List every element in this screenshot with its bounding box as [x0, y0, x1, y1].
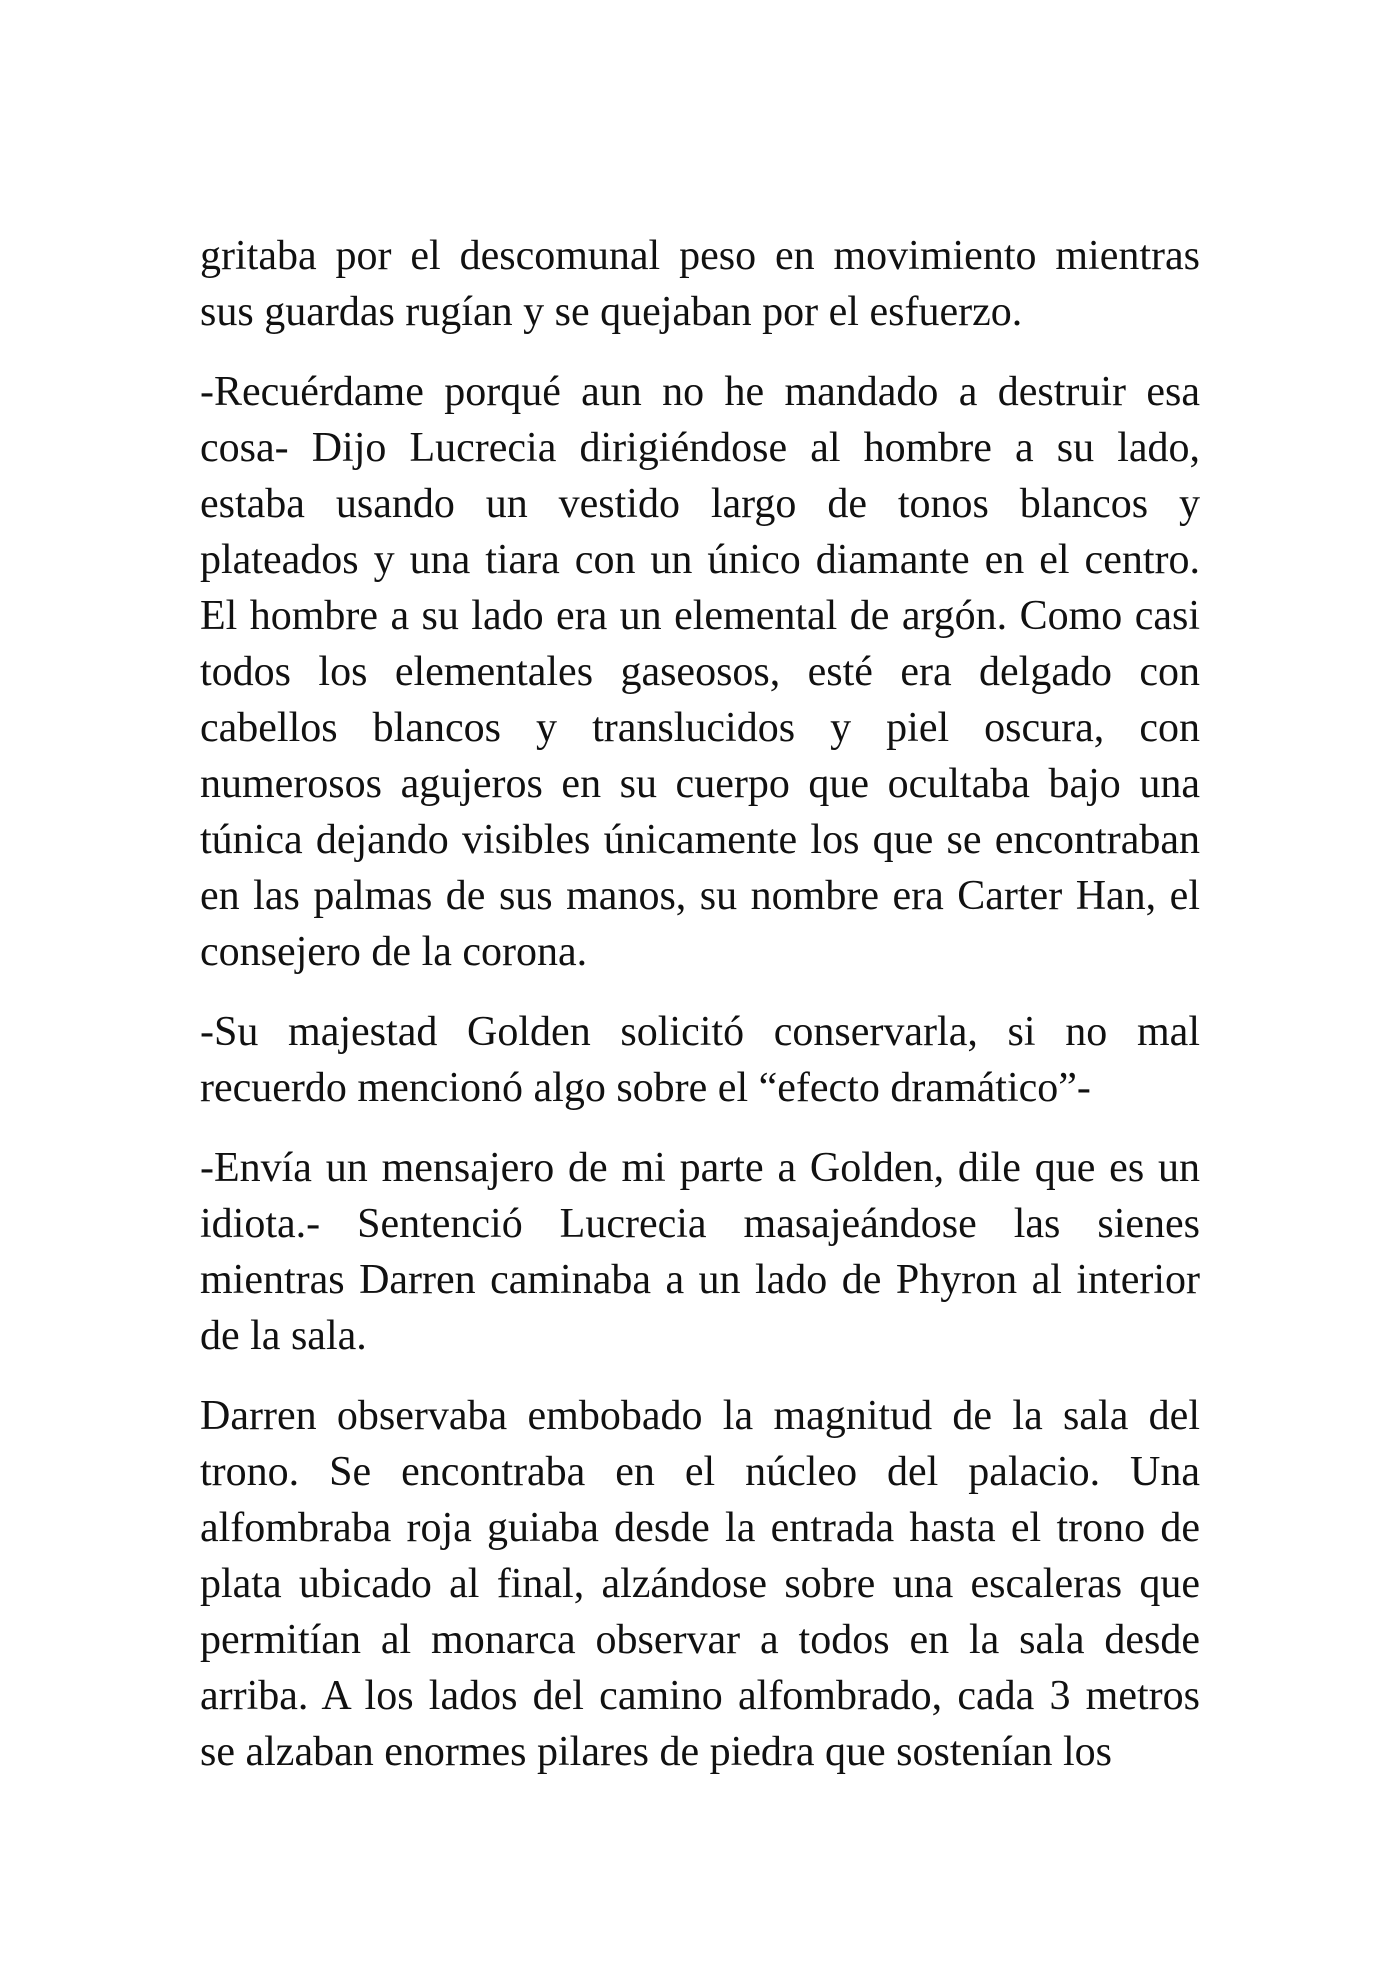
paragraph: Darren observaba embobado la magnitud de la sala del trono. Se encontraba en el núcleo del palacio. Una alfombraba roja guiaba desde la entrada hasta el trono de plata ubicado al final, alzándose sobre una escaleras que permitían al monarca observar a todos en la sala desde arriba. A los lados del camino alfombrado, cada 3 metros se alzaban enormes pilares de piedra que sostenían los — [200, 1393, 1200, 1775]
paragraph: -Su majestad Golden solicitó conservarla, si no mal recuerdo mencionó algo sobre el “efecto dramático”- — [200, 1009, 1200, 1111]
paragraph: gritaba por el descomunal peso en movimiento mientras sus guardas rugían y se quejaban por el esfuerzo. — [200, 233, 1200, 335]
paragraph: -Envía un mensajero de mi parte a Golden, dile que es un idiota.- Sentenció Lucrecia masajeándose las sienes mientras Darren caminaba a un lado de Phyron al interior de la sala. — [200, 1145, 1200, 1359]
paragraph: -Recuérdame porqué aun no he mandado a destruir esa cosa- Dijo Lucrecia dirigiéndose al hombre a su lado, estaba usando un vestido largo de tonos blancos y plateados y una tiara con un único diamante en el centro. El hombre a su lado era un elemental de argón. Como casi todos los elementales gaseosos, esté era delgado con cabellos blancos y translucidos y piel oscura, con numerosos agujeros en su cuerpo que ocultaba bajo una túnica dejando visibles únicamente los que se encontraban en las palmas de sus manos, su nombre era Carter Han, el consejero de la corona. — [200, 369, 1200, 975]
body-text — [200, 228, 1200, 1804]
